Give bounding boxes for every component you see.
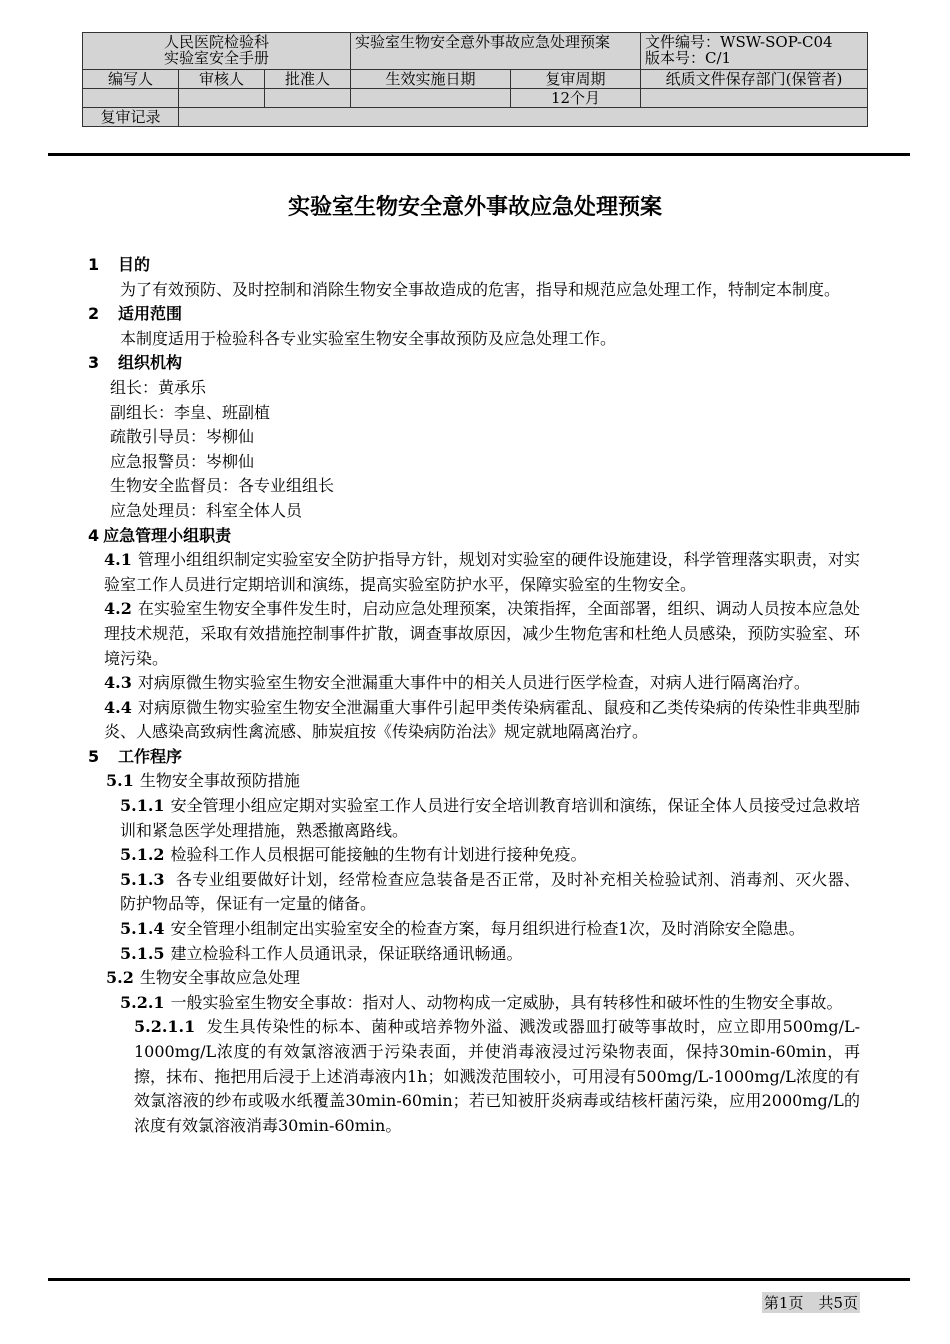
item-text: 一般实验室生物安全事故：指对人、动物构成一定威胁，具有转移性和破坏性的生物安全事故。 xyxy=(170,992,843,1012)
header-version: 版本号：C/1 xyxy=(645,49,732,67)
header-effective-value xyxy=(351,89,511,108)
section-3-title: 组织机构 xyxy=(118,353,183,373)
header-review-cycle-value: 12个月 xyxy=(511,89,641,108)
section-3-number: 3 xyxy=(88,353,100,373)
header-review-record-value xyxy=(179,108,868,127)
header-file-info xyxy=(641,33,868,70)
section-4-heading xyxy=(88,524,860,549)
page-title: 实验室生物安全意外事故应急处理预案 xyxy=(287,195,662,220)
section-4-number: 4 xyxy=(88,525,100,545)
item-text: 对病原微生物实验室生物安全泄漏重大事件引起甲类传染病霍乱、鼠疫和乙类传染病的传染性非典型肺炎、人感染高致病性禽流感、肺炭疽按《传染病防治法》规定就地隔离治疗。 xyxy=(104,697,860,742)
section-1-number: 1 xyxy=(88,255,100,274)
item-5-1-5 xyxy=(88,942,860,967)
section-2-heading xyxy=(88,302,860,327)
header-col-effective: 生效实施日期 xyxy=(351,70,511,89)
header-author-value xyxy=(83,89,179,108)
header-org xyxy=(83,33,351,70)
item-5-1-3 xyxy=(88,868,860,917)
subsection-5-2-heading xyxy=(88,966,860,991)
section-5-number: 5 xyxy=(88,746,100,766)
header-org-line1: 人民医院检验科 xyxy=(164,33,270,51)
item-number: 5.2.1.1 xyxy=(134,1017,196,1037)
org-biosafety-supervisor: 生物安全监督员：各专业组组长 xyxy=(110,476,335,496)
header-col-author: 编写人 xyxy=(83,70,179,89)
item-text: 安全管理小组制定出实验室安全的检查方案，每月组织进行检查1次，及时消除安全隐患。 xyxy=(170,919,805,939)
item-5-1-1 xyxy=(88,794,860,843)
section-2-text: 本制度适用于检验科各专业实验室生物安全事故预防及应急处理工作。 xyxy=(120,328,617,348)
item-number: 4.2 xyxy=(104,599,132,619)
item-4-1 xyxy=(88,548,860,597)
item-text: 各专业组要做好计划，经常检查应急装备是否正常，及时补充相关检验试剂、消毒剂、灭火器、防护物品等，保证有一定量的储备。 xyxy=(120,869,860,914)
subsection-5-1-heading xyxy=(88,769,860,794)
section-5-heading xyxy=(88,745,860,770)
item-5-1-2 xyxy=(88,843,860,868)
header-reviewer-value xyxy=(179,89,265,108)
page-number: 第1页 共5页 xyxy=(763,1294,858,1312)
header-dept-value xyxy=(641,89,868,108)
section-1-heading xyxy=(88,253,860,278)
header-col-dept: 纸质文件保存部门(保管者) xyxy=(641,70,868,89)
item-5-2-1 xyxy=(88,991,860,1016)
section-2-title: 适用范围 xyxy=(118,304,183,324)
item-text: 建立检验科工作人员通讯录，保证联络通讯畅通。 xyxy=(170,943,523,963)
subsection-title: 生物安全事故预防措施 xyxy=(139,771,300,791)
item-text: 安全管理小组应定期对实验室工作人员进行安全培训教育培训和演练，保证全体人员接受过急救培训和紧急医学处理措施，熟悉撤离路线。 xyxy=(120,796,860,840)
item-number: 5.1.4 xyxy=(120,919,165,939)
header-col-review-cycle: 复审周期 xyxy=(511,70,641,89)
org-emergency-alarm: 应急报警员：岑柳仙 xyxy=(110,451,255,471)
section-1-text: 为了有效预防、及时控制和消除生物安全事故造成的危害，指导和规范应急处理工作，特制定本制度。 xyxy=(120,279,841,299)
item-5-1-4 xyxy=(88,917,860,942)
header-col-reviewer: 审核人 xyxy=(179,70,265,89)
subsection-number: 5.1 xyxy=(106,771,134,791)
header-org-line2: 实验室安全手册 xyxy=(164,49,270,67)
item-4-2 xyxy=(88,597,860,671)
item-number: 5.1.3 xyxy=(120,869,165,889)
header-file-no: 文件编号：WSW-SOP-C04 xyxy=(645,33,833,51)
document-body xyxy=(88,253,860,1138)
section-3-heading xyxy=(88,351,860,376)
item-number: 4.3 xyxy=(104,673,132,693)
footer-divider xyxy=(48,1278,910,1281)
org-evacuation-guide: 疏散引导员：岑柳仙 xyxy=(110,427,255,447)
subsection-title: 生物安全事故应急处理 xyxy=(139,968,300,988)
org-emergency-handler: 应急处理员：科室全体人员 xyxy=(110,500,303,520)
document-header-table xyxy=(82,32,868,127)
header-divider xyxy=(48,153,910,156)
org-leader: 组长：黄承乐 xyxy=(110,377,207,397)
header-approver-value xyxy=(265,89,351,108)
subsection-number: 5.2 xyxy=(106,968,134,988)
item-text: 检验科工作人员根据可能接触的生物有计划进行接种免疫。 xyxy=(170,845,587,865)
item-4-3 xyxy=(88,671,860,696)
item-number: 4.4 xyxy=(104,697,132,717)
section-1-title: 目的 xyxy=(118,255,151,274)
org-deputy-leader: 副组长：李皇、班副植 xyxy=(110,402,271,422)
section-2-number: 2 xyxy=(88,304,100,324)
item-text: 管理小组组织制定实验室安全防护指导方针，规划对实验室的硬件设施建设，科学管理落实职责，对实验室工作人员进行定期培训和演练，提高实验室防护水平，保障实验室的生物安全。 xyxy=(104,550,860,594)
item-number: 5.1.1 xyxy=(120,796,165,816)
item-number: 4.1 xyxy=(104,550,132,570)
item-number: 5.2.1 xyxy=(120,992,165,1012)
item-text: 对病原微生物实验室生物安全泄漏重大事件中的相关人员进行医学检查，对病人进行隔离治疗。 xyxy=(137,673,810,693)
header-review-record-label: 复审记录 xyxy=(83,108,179,127)
section-5-title: 工作程序 xyxy=(118,746,183,766)
item-text: 发生具传染性的标本、菌种或培养物外溢、溅泼或器皿打破等事故时，应立即用500mg/L-1000mg/L浓度的有效氯溶液洒于污染表面，并使消毒液浸过污染物表面，保持30min-60min，再擦，抹布、拖把用后浸于上述消毒液内1h；如溅泼范围较小，可用浸有500mg/L-1000mg/L浓度的有效氯溶液的纱布或吸水纸覆盖30min-60min；若已知被肝炎病毒或结核杆菌污染，应用2000mg/L的浓度有效氯溶液消毒30min-60min。 xyxy=(134,1017,860,1135)
header-col-approver: 批准人 xyxy=(265,70,351,89)
item-5-2-1-1 xyxy=(88,1015,860,1138)
item-number: 5.1.2 xyxy=(120,845,165,865)
item-4-4 xyxy=(88,696,860,745)
item-number: 5.1.5 xyxy=(120,943,165,963)
header-doc-title: 实验室生物安全意外事故应急处理预案 xyxy=(351,33,641,70)
item-text: 在实验室生物安全事件发生时，启动应急处理预案，决策指挥，全面部署，组织、调动人员按本应急处理技术规范，采取有效措施控制事件扩散，调查事故原因，减少生物危害和杜绝人员感染，预防实验室、环境污染。 xyxy=(104,599,860,668)
section-4-title: 应急管理小组职责 xyxy=(103,525,232,545)
